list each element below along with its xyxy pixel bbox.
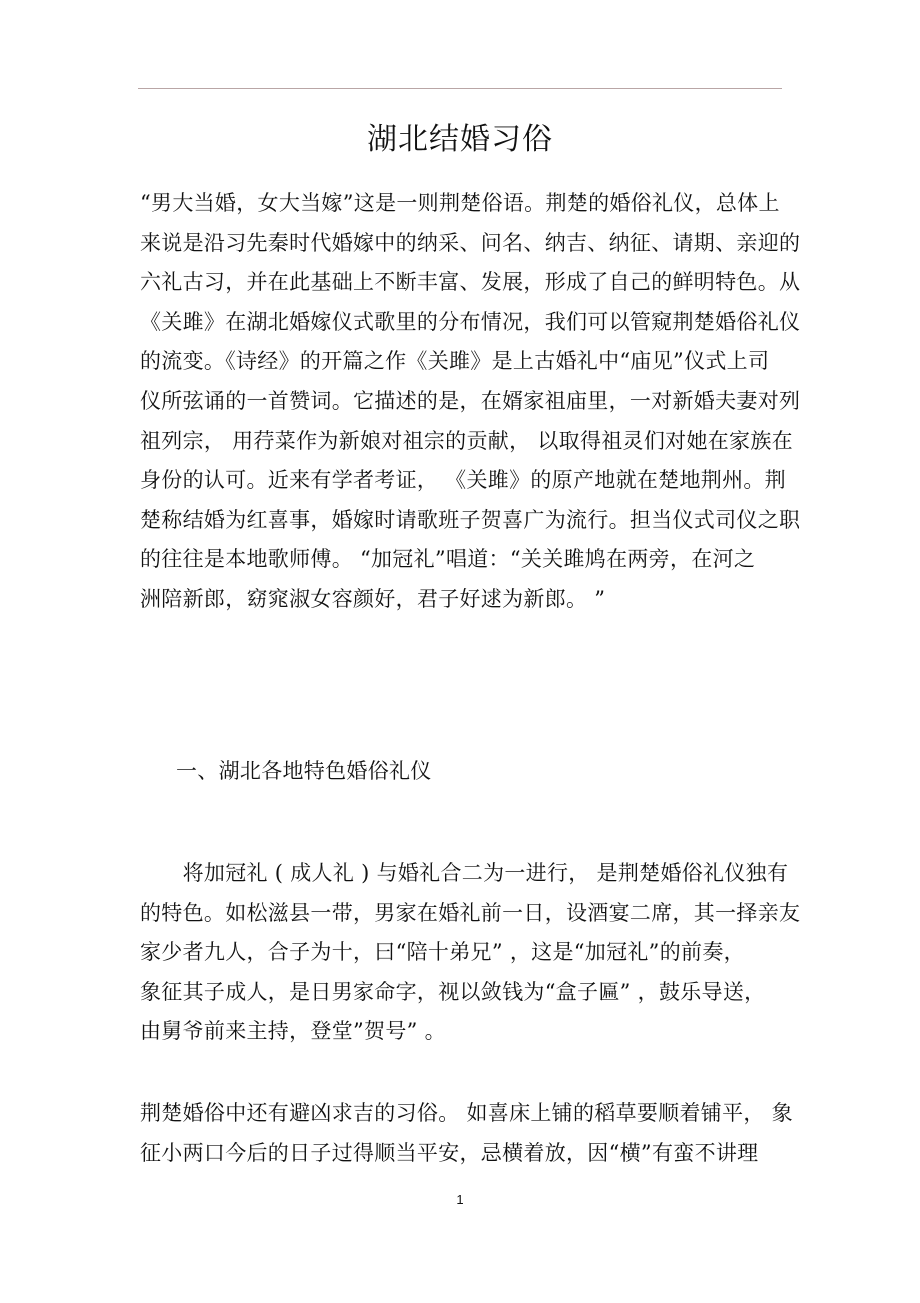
text-line: 的往往是本地歌师傅。 “加冠礼”唱道：“关关雎鸠在两旁，在河之 [140,547,756,572]
paragraph-section1 [140,854,801,1052]
text-line: 仪所弦诵的一首赞词。它描述的是，在婿家祖庙里，一对新婚夫妻对列 [140,388,801,413]
paragraph-intro [140,184,801,620]
text-line: 将加冠礼 ( 成人礼 ) 与婚礼合二为一进行， 是荆楚婚俗礼仪独有 [140,861,789,885]
text-line: 来说是沿习先秦时代婚嫁中的纳采、问名、纳吉、纳征、请期、亲迎的 [140,230,801,255]
page-number: 1 [456,1192,464,1207]
text-line: 楚称结婚为红喜事，婚嫁时请歌班子贺喜广为流行。担当仪式司仪之职 [140,507,801,532]
text-line: 身份的认可。近来有学者考证， 《关雎》的原产地就在楚地荆州。荆 [140,468,786,493]
header-rule [138,88,782,89]
text-line: 的流变。《诗经》的开篇之作《关雎》是上古婚礼中“庙见”仪式上司 [140,349,770,374]
text-line: 荆楚婚俗中还有避凶求吉的习俗。 如喜床上铺的稻草要顺着铺平， 象 [140,1101,793,1125]
text-line: 象征其子成人，是日男家命字，视以敛钱为“盒子匾” ，鼓乐导送， [140,979,766,1004]
text-line: 的特色。如松滋县一带，男家在婚礼前一日，设酒宴二席，其一择亲友 [140,900,801,925]
text-line: 征小两口今后的日子过得顺当平安，忌横着放，因“横”有蛮不讲理 [140,1140,759,1165]
text-line: 家少者九人，合子为十，曰“陪十弟兄” ，这是“加冠礼”的前奏， [140,940,745,965]
document-title: 湖北结婚习俗 [367,122,553,157]
text-line: 祖列宗， 用荇菜作为新娘对祖宗的贡献， 以取得祖灵们对她在家族在 [140,428,793,453]
paragraph-customs [140,1094,793,1173]
text-line: 六礼古习，并在此基础上不断丰富、发展，形成了自己的鲜明特色。从 [140,270,801,295]
text-line: “男大当婚，女大当嫁”这是一则荆楚俗语。荆楚的婚俗礼仪，总体上 [140,191,780,215]
text-line: 《关雎》在湖北婚嫁仪式歌里的分布情况，我们可以管窥荆楚婚俗礼仪 [140,309,801,334]
text-line: 由舅爷前来主持，登堂”贺号” 。 [140,1019,446,1044]
section-heading: 一、湖北各地特色婚俗礼仪 [176,759,432,783]
text-line: 洲陪新郎，窈窕淑女容颜好，君子好逑为新郎。 ” [140,586,606,611]
